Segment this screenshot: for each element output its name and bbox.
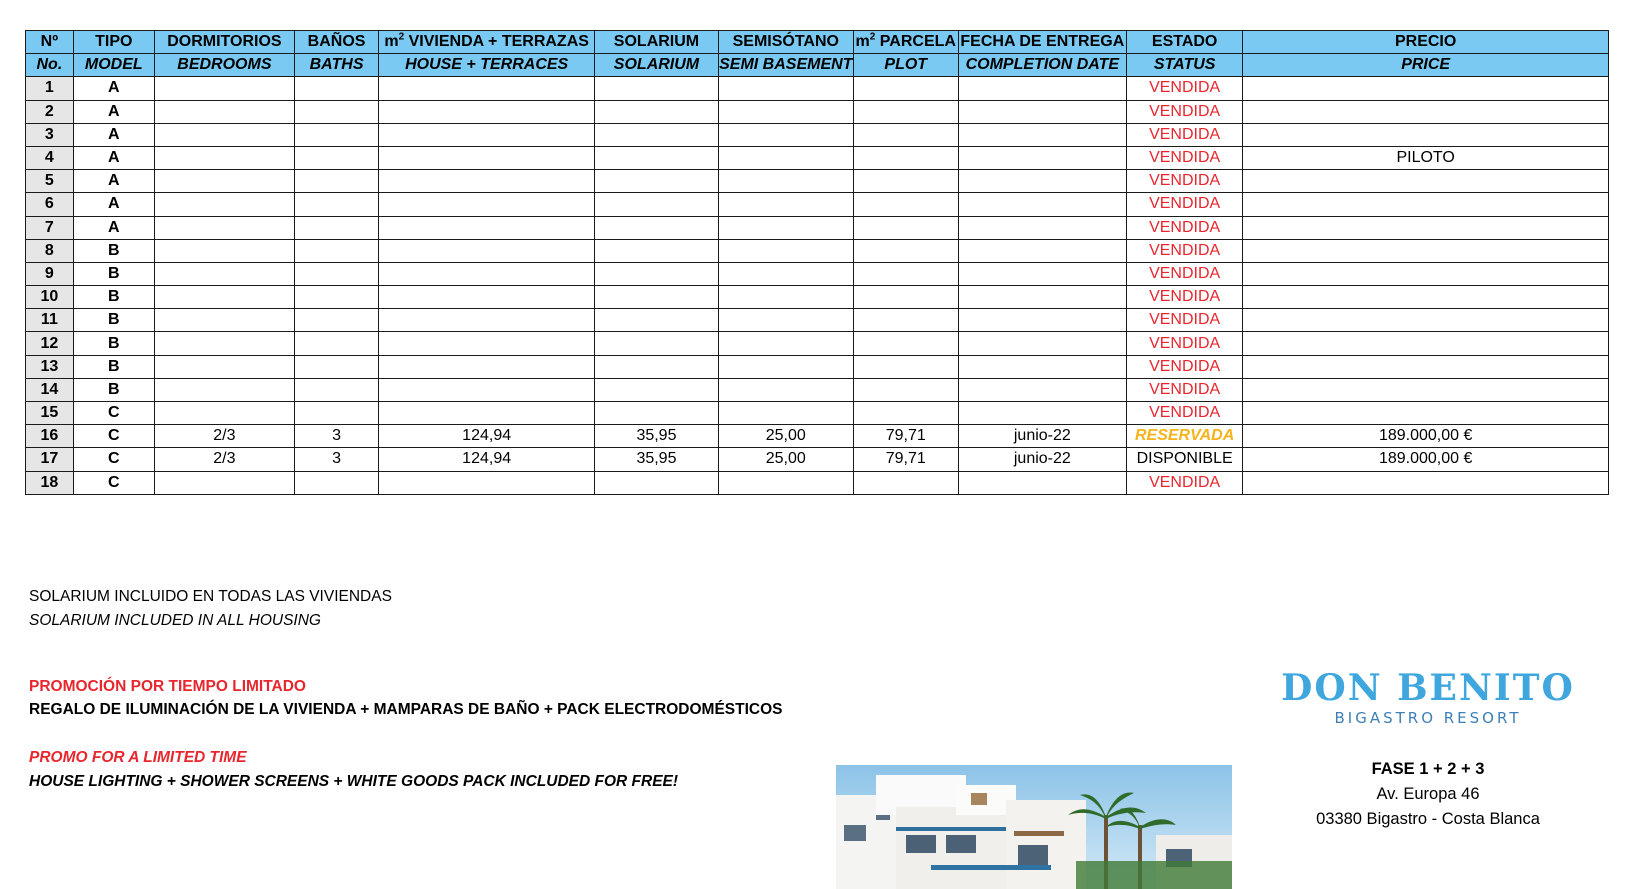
- cell-model: A: [73, 77, 154, 100]
- cell-plot: 79,71: [853, 425, 958, 448]
- header-row-english: [26, 54, 1609, 77]
- cell-house: [379, 77, 595, 100]
- cell-date: [958, 262, 1126, 285]
- cell-status: VENDIDA: [1126, 146, 1242, 169]
- cell-solarium: [595, 332, 719, 355]
- table-row: [26, 193, 1609, 216]
- header-status-en: STATUS: [1126, 54, 1242, 77]
- cell-plot: [853, 309, 958, 332]
- cell-plot: [853, 123, 958, 146]
- promo-title-en: PROMO FOR A LIMITED TIME: [29, 749, 247, 766]
- cell-status: VENDIDA: [1126, 402, 1242, 425]
- table-row: [26, 309, 1609, 332]
- cell-price: [1243, 262, 1609, 285]
- cell-semi: [718, 355, 853, 378]
- cell-no: 2: [26, 100, 74, 123]
- header-date: FECHA DE ENTREGA: [958, 31, 1126, 54]
- cell-price: [1243, 355, 1609, 378]
- cell-date: [958, 170, 1126, 193]
- cell-model: C: [73, 425, 154, 448]
- cell-date: [958, 77, 1126, 100]
- cell-baths: [295, 309, 379, 332]
- cell-plot: [853, 239, 958, 262]
- cell-price: 189.000,00 €: [1243, 448, 1609, 471]
- cell-status: VENDIDA: [1126, 193, 1242, 216]
- cell-bedrooms: 2/3: [154, 448, 294, 471]
- table-row: [26, 286, 1609, 309]
- cell-plot: [853, 286, 958, 309]
- cell-plot: [853, 216, 958, 239]
- cell-status: VENDIDA: [1126, 239, 1242, 262]
- header-row-spanish: [26, 31, 1609, 54]
- cell-solarium: [595, 309, 719, 332]
- cell-plot: [853, 100, 958, 123]
- cell-no: 18: [26, 471, 74, 494]
- cell-price: [1243, 193, 1609, 216]
- cell-solarium: [595, 402, 719, 425]
- cell-date: [958, 146, 1126, 169]
- cell-price: [1243, 471, 1609, 494]
- cell-house: [379, 262, 595, 285]
- cell-no: 7: [26, 216, 74, 239]
- cell-date: junio-22: [958, 425, 1126, 448]
- cell-bedrooms: [154, 355, 294, 378]
- cell-semi: 25,00: [718, 425, 853, 448]
- header-model-en: MODEL: [73, 54, 154, 77]
- cell-plot: [853, 170, 958, 193]
- cell-no: 12: [26, 332, 74, 355]
- logo-title: DON BENITO: [1281, 667, 1575, 709]
- cell-no: 5: [26, 170, 74, 193]
- cell-no: 3: [26, 123, 74, 146]
- cell-plot: 79,71: [853, 448, 958, 471]
- header-semi-en: SEMI BASEMENT: [718, 54, 853, 77]
- cell-model: A: [73, 100, 154, 123]
- promo-body-es: REGALO DE ILUMINACIÓN DE LA VIVIENDA + MAMPARAS DE BAÑO + PACK ELECTRODOMÉSTICOS: [29, 701, 783, 718]
- cell-semi: [718, 332, 853, 355]
- header-semi: SEMISÓTANO: [718, 31, 853, 54]
- promo-body-en: HOUSE LIGHTING + SHOWER SCREENS + WHITE GOODS PACK INCLUDED FOR FREE!: [29, 773, 679, 790]
- cell-no: 16: [26, 425, 74, 448]
- cell-plot: [853, 146, 958, 169]
- header-no: Nº: [26, 31, 74, 54]
- price-table: [25, 30, 1609, 495]
- header-status: ESTADO: [1126, 31, 1242, 54]
- header-plot: [853, 31, 958, 54]
- cell-bedrooms: [154, 286, 294, 309]
- cell-house: [379, 332, 595, 355]
- cell-baths: [295, 193, 379, 216]
- unit-prefix: m: [855, 33, 870, 51]
- cell-no: 1: [26, 77, 74, 100]
- header-model: TIPO: [73, 31, 154, 54]
- don-benito-logo: [1268, 668, 1588, 728]
- cell-no: 4: [26, 146, 74, 169]
- cell-semi: [718, 77, 853, 100]
- cell-price: [1243, 332, 1609, 355]
- cell-baths: [295, 286, 379, 309]
- cell-date: [958, 239, 1126, 262]
- cell-solarium: [595, 471, 719, 494]
- cell-status: VENDIDA: [1126, 262, 1242, 285]
- cell-house: [379, 170, 595, 193]
- cell-semi: [718, 262, 853, 285]
- cell-house: [379, 378, 595, 401]
- cell-semi: [718, 471, 853, 494]
- cell-no: 15: [26, 402, 74, 425]
- cell-semi: 25,00: [718, 448, 853, 471]
- table-row: [26, 425, 1609, 448]
- header-bedrooms: DORMITORIOS: [154, 31, 294, 54]
- cell-date: [958, 402, 1126, 425]
- cell-house: [379, 239, 595, 262]
- header-baths: BAÑOS: [295, 31, 379, 54]
- header-baths-en: BATHS: [295, 54, 379, 77]
- cell-status: RESERVADA: [1126, 425, 1242, 448]
- cell-plot: [853, 378, 958, 401]
- cell-status: VENDIDA: [1126, 286, 1242, 309]
- address-line-1: Av. Europa 46: [1376, 785, 1480, 803]
- cell-bedrooms: [154, 309, 294, 332]
- cell-baths: [295, 123, 379, 146]
- cell-solarium: [595, 216, 719, 239]
- cell-baths: [295, 146, 379, 169]
- table-row: [26, 378, 1609, 401]
- cell-house: [379, 309, 595, 332]
- cell-no: 8: [26, 239, 74, 262]
- header-house-label: VIVIENDA + TERRAZAS: [408, 33, 589, 51]
- cell-house: [379, 193, 595, 216]
- cell-date: [958, 123, 1126, 146]
- cell-house: [379, 146, 595, 169]
- cell-price: [1243, 170, 1609, 193]
- header-plot-en: PLOT: [853, 54, 958, 77]
- cell-date: [958, 355, 1126, 378]
- header-no-en: No.: [26, 54, 74, 77]
- cell-bedrooms: 2/3: [154, 425, 294, 448]
- cell-baths: [295, 471, 379, 494]
- logo-subtitle: BIGASTRO RESORT: [1334, 709, 1522, 727]
- cell-price: [1243, 100, 1609, 123]
- cell-solarium: [595, 170, 719, 193]
- cell-status: VENDIDA: [1126, 216, 1242, 239]
- header-price-en: PRICE: [1243, 54, 1609, 77]
- cell-date: [958, 471, 1126, 494]
- cell-semi: [718, 378, 853, 401]
- solarium-note-en: SOLARIUM INCLUDED IN ALL HOUSING: [29, 612, 321, 629]
- cell-status: VENDIDA: [1126, 309, 1242, 332]
- solarium-note-es: SOLARIUM INCLUIDO EN TODAS LAS VIVIENDAS: [29, 588, 392, 605]
- cell-bedrooms: [154, 402, 294, 425]
- cell-house: [379, 123, 595, 146]
- cell-plot: [853, 355, 958, 378]
- cell-date: [958, 216, 1126, 239]
- cell-model: A: [73, 123, 154, 146]
- cell-baths: [295, 378, 379, 401]
- cell-date: [958, 193, 1126, 216]
- cell-date: [958, 100, 1126, 123]
- cell-bedrooms: [154, 100, 294, 123]
- cell-model: B: [73, 286, 154, 309]
- address-line-2: 03380 Bigastro - Costa Blanca: [1316, 810, 1540, 828]
- cell-semi: [718, 239, 853, 262]
- cell-baths: [295, 402, 379, 425]
- cell-house: 124,94: [379, 448, 595, 471]
- unit-exponent: 2: [869, 31, 876, 43]
- cell-plot: [853, 332, 958, 355]
- cell-baths: [295, 355, 379, 378]
- cell-model: A: [73, 170, 154, 193]
- cell-status: DISPONIBLE: [1126, 448, 1242, 471]
- table-row: [26, 332, 1609, 355]
- header-house-en: HOUSE + TERRACES: [379, 54, 595, 77]
- cell-house: 124,94: [379, 425, 595, 448]
- cell-solarium: [595, 100, 719, 123]
- table-row: [26, 216, 1609, 239]
- header-date-en: COMPLETION DATE: [958, 54, 1126, 77]
- cell-bedrooms: [154, 146, 294, 169]
- cell-model: B: [73, 355, 154, 378]
- cell-bedrooms: [154, 193, 294, 216]
- cell-solarium: [595, 262, 719, 285]
- cell-bedrooms: [154, 170, 294, 193]
- cell-no: 13: [26, 355, 74, 378]
- cell-no: 17: [26, 448, 74, 471]
- cell-plot: [853, 77, 958, 100]
- cell-price: [1243, 378, 1609, 401]
- cell-solarium: [595, 123, 719, 146]
- cell-semi: [718, 123, 853, 146]
- table-row: [26, 170, 1609, 193]
- cell-plot: [853, 402, 958, 425]
- cell-price: 189.000,00 €: [1243, 425, 1609, 448]
- cell-solarium: [595, 286, 719, 309]
- cell-status: VENDIDA: [1126, 123, 1242, 146]
- table-body: [26, 77, 1609, 494]
- cell-plot: [853, 471, 958, 494]
- cell-baths: [295, 332, 379, 355]
- table-row: [26, 471, 1609, 494]
- cell-model: B: [73, 332, 154, 355]
- cell-date: [958, 309, 1126, 332]
- cell-status: VENDIDA: [1126, 471, 1242, 494]
- cell-house: [379, 402, 595, 425]
- cell-model: A: [73, 216, 154, 239]
- cell-model: C: [73, 471, 154, 494]
- cell-no: 10: [26, 286, 74, 309]
- header-solarium: SOLARIUM: [595, 31, 719, 54]
- cell-solarium: [595, 193, 719, 216]
- table-row: [26, 239, 1609, 262]
- cell-price: PILOTO: [1243, 146, 1609, 169]
- cell-bedrooms: [154, 471, 294, 494]
- cell-semi: [718, 216, 853, 239]
- cell-house: [379, 286, 595, 309]
- cell-status: VENDIDA: [1126, 170, 1242, 193]
- cell-model: B: [73, 239, 154, 262]
- cell-baths: 3: [295, 425, 379, 448]
- cell-price: [1243, 309, 1609, 332]
- table-row: [26, 262, 1609, 285]
- cell-baths: [295, 77, 379, 100]
- cell-no: 11: [26, 309, 74, 332]
- cell-solarium: [595, 239, 719, 262]
- cell-semi: [718, 100, 853, 123]
- cell-model: B: [73, 378, 154, 401]
- cell-baths: [295, 262, 379, 285]
- cell-no: 6: [26, 193, 74, 216]
- cell-status: VENDIDA: [1126, 355, 1242, 378]
- cell-price: [1243, 216, 1609, 239]
- cell-baths: [295, 239, 379, 262]
- cell-house: [379, 216, 595, 239]
- cell-bedrooms: [154, 332, 294, 355]
- cell-status: VENDIDA: [1126, 332, 1242, 355]
- cell-baths: [295, 216, 379, 239]
- cell-price: [1243, 123, 1609, 146]
- cell-date: [958, 286, 1126, 309]
- cell-bedrooms: [154, 123, 294, 146]
- cell-model: B: [73, 262, 154, 285]
- cell-house: [379, 355, 595, 378]
- table-row: [26, 355, 1609, 378]
- header-plot-label: PARCELA: [879, 33, 956, 51]
- cell-status: VENDIDA: [1126, 77, 1242, 100]
- cell-model: C: [73, 448, 154, 471]
- unit-prefix: m: [384, 33, 399, 51]
- resort-building-illustration: [836, 765, 1232, 889]
- unit-exponent: 2: [398, 31, 405, 43]
- cell-bedrooms: [154, 77, 294, 100]
- cell-solarium: [595, 378, 719, 401]
- header-price: PRECIO: [1243, 31, 1609, 54]
- cell-bedrooms: [154, 378, 294, 401]
- table-row: [26, 448, 1609, 471]
- table-row: [26, 77, 1609, 100]
- table-row: [26, 146, 1609, 169]
- cell-semi: [718, 402, 853, 425]
- cell-house: [379, 471, 595, 494]
- cell-model: C: [73, 402, 154, 425]
- cell-solarium: 35,95: [595, 425, 719, 448]
- cell-price: [1243, 286, 1609, 309]
- header-bedrooms-en: BEDROOMS: [154, 54, 294, 77]
- cell-no: 9: [26, 262, 74, 285]
- table-row: [26, 402, 1609, 425]
- cell-no: 14: [26, 378, 74, 401]
- cell-semi: [718, 286, 853, 309]
- cell-bedrooms: [154, 239, 294, 262]
- promo-title-es: PROMOCIÓN POR TIEMPO LIMITADO: [29, 678, 306, 695]
- cell-solarium: 35,95: [595, 448, 719, 471]
- cell-house: [379, 100, 595, 123]
- header-solarium-en: SOLARIUM: [595, 54, 719, 77]
- table-row: [26, 123, 1609, 146]
- cell-status: VENDIDA: [1126, 100, 1242, 123]
- cell-price: [1243, 77, 1609, 100]
- cell-plot: [853, 193, 958, 216]
- cell-model: A: [73, 146, 154, 169]
- cell-model: A: [73, 193, 154, 216]
- cell-baths: [295, 100, 379, 123]
- cell-bedrooms: [154, 262, 294, 285]
- cell-semi: [718, 170, 853, 193]
- cell-semi: [718, 193, 853, 216]
- cell-date: [958, 378, 1126, 401]
- address-block: [1268, 757, 1588, 832]
- cell-model: B: [73, 309, 154, 332]
- phase-label: FASE 1 + 2 + 3: [1371, 760, 1485, 778]
- cell-status: VENDIDA: [1126, 378, 1242, 401]
- cell-price: [1243, 239, 1609, 262]
- cell-price: [1243, 402, 1609, 425]
- cell-date: junio-22: [958, 448, 1126, 471]
- cell-baths: [295, 170, 379, 193]
- cell-solarium: [595, 77, 719, 100]
- cell-date: [958, 332, 1126, 355]
- cell-solarium: [595, 355, 719, 378]
- cell-plot: [853, 262, 958, 285]
- cell-solarium: [595, 146, 719, 169]
- header-house: [379, 31, 595, 54]
- cell-semi: [718, 146, 853, 169]
- cell-semi: [718, 309, 853, 332]
- table-row: [26, 100, 1609, 123]
- cell-bedrooms: [154, 216, 294, 239]
- cell-baths: 3: [295, 448, 379, 471]
